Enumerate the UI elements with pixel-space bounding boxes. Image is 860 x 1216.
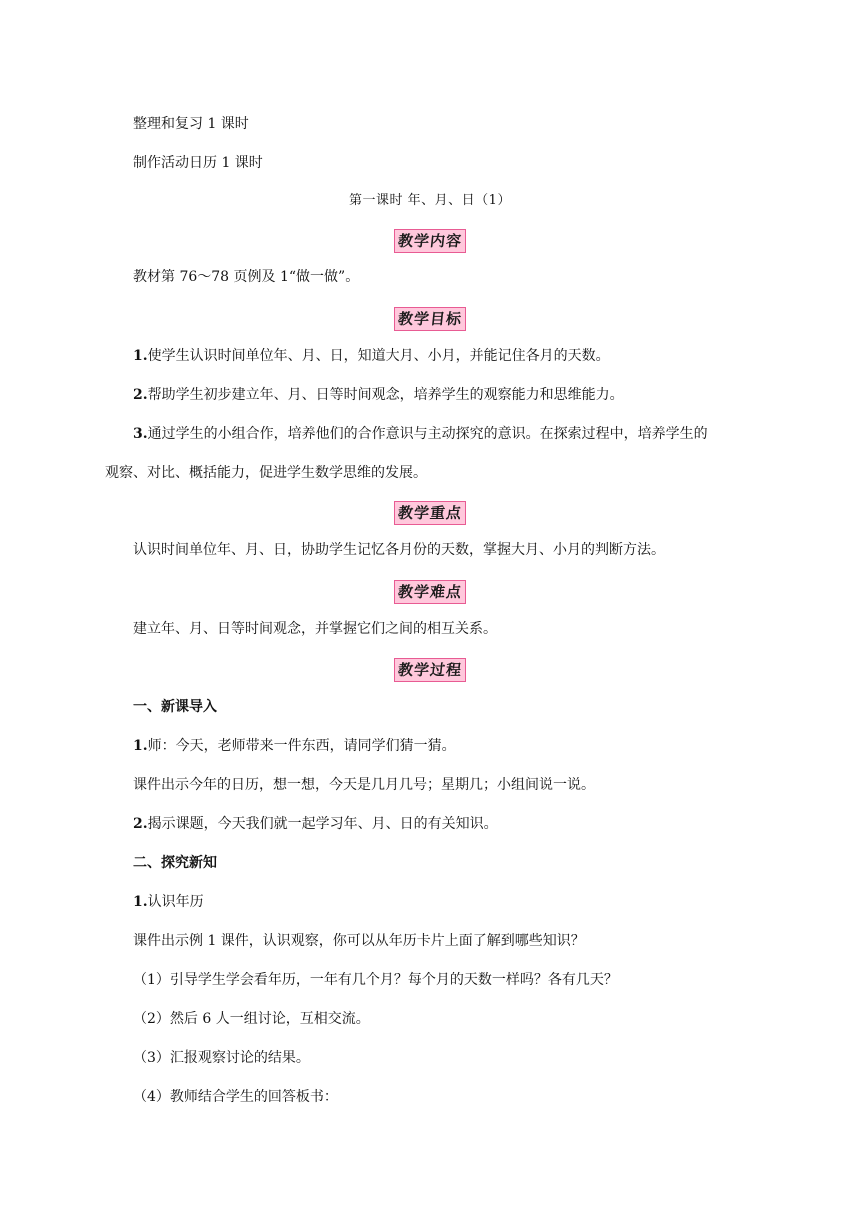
section-heading-difficulties	[0, 580, 860, 604]
section-heading-objectives	[0, 307, 860, 331]
intro-item-2	[133, 814, 498, 834]
explore-step-4: （4）教师结合学生的回答板书：	[133, 1089, 338, 1105]
heading-badge-text: 教学过程	[397, 661, 463, 679]
explore-step-1: （1）引导学生学会看年历，一年有几个月？每个月的天数一样吗？各有几天？	[133, 972, 618, 988]
item-text: 帮助学生初步建立年、月、日等时间观念，培养学生的观察能力和思维能力。	[147, 387, 624, 403]
heading-badge	[394, 580, 466, 604]
heading-badge-text: 教学重点	[397, 504, 463, 522]
objective-item-1	[133, 346, 610, 366]
section-heading-content	[0, 229, 860, 253]
key-points-text: 认识时间单位年、月、日，协助学生记忆各月份的天数，掌握大月、小月的判断方法。	[133, 542, 665, 558]
item-text: 师：今天，老师带来一件东西，请同学们猜一猜。	[147, 738, 456, 754]
content-text: 教材第 76～78 页例及 1“做一做”。	[133, 269, 360, 285]
item-number: 2.	[133, 387, 148, 403]
heading-badge	[394, 229, 466, 253]
intro-item-1	[133, 736, 456, 756]
heading-badge-text: 教学内容	[397, 232, 463, 250]
section-heading-key-points	[0, 501, 860, 525]
heading-badge	[394, 307, 466, 331]
item-number: 2.	[133, 816, 148, 832]
explore-step-2: （2）然后 6 人一组讨论，互相交流。	[133, 1011, 370, 1027]
objective-item-3	[133, 424, 708, 444]
objective-item-2	[133, 385, 624, 405]
explore-item-1	[133, 892, 204, 912]
lesson-title: 第一课时 年、月、日（1）	[349, 193, 511, 208]
item-number: 1.	[133, 894, 148, 910]
objective-item-3-continued: 观察、对比、概括能力，促进学生数学思维的发展。	[105, 465, 427, 481]
item-number: 1.	[133, 738, 148, 754]
heading-badge-text: 教学目标	[397, 310, 463, 328]
difficulties-text: 建立年、月、日等时间观念，并掌握它们之间的相互关系。	[133, 621, 497, 637]
schedule-line-calendar: 制作活动日历 1 课时	[133, 155, 263, 171]
intro-item-1-sub: 课件出示今年的日历，想一想，今天是几月几号；星期几；小组间说一说。	[133, 777, 595, 793]
item-text: 通过学生的小组合作，培养他们的合作意识与主动探究的意识。在探索过程中，培养学生的	[147, 426, 708, 442]
item-text: 揭示课题，今天我们就一起学习年、月、日的有关知识。	[147, 816, 498, 832]
item-text: 使学生认识时间单位年、月、日，知道大月、小月，并能记住各月的天数。	[147, 348, 610, 364]
heading-badge	[394, 658, 466, 682]
heading-badge	[394, 501, 466, 525]
schedule-line-review: 整理和复习 1 课时	[133, 116, 249, 132]
item-number: 3.	[133, 426, 148, 442]
explore-intro: 课件出示例 1 课件，认识观察，你可以从年历卡片上面了解到哪些知识？	[133, 933, 585, 949]
explore-step-3: （3）汇报观察讨论的结果。	[133, 1050, 310, 1066]
item-text: 认识年历	[147, 894, 204, 910]
section-heading-process	[0, 658, 860, 682]
heading-badge-text: 教学难点	[397, 583, 463, 601]
item-number: 1.	[133, 348, 148, 364]
part-title-intro: 一、新课导入	[133, 699, 217, 715]
part-title-explore: 二、探究新知	[133, 855, 217, 871]
